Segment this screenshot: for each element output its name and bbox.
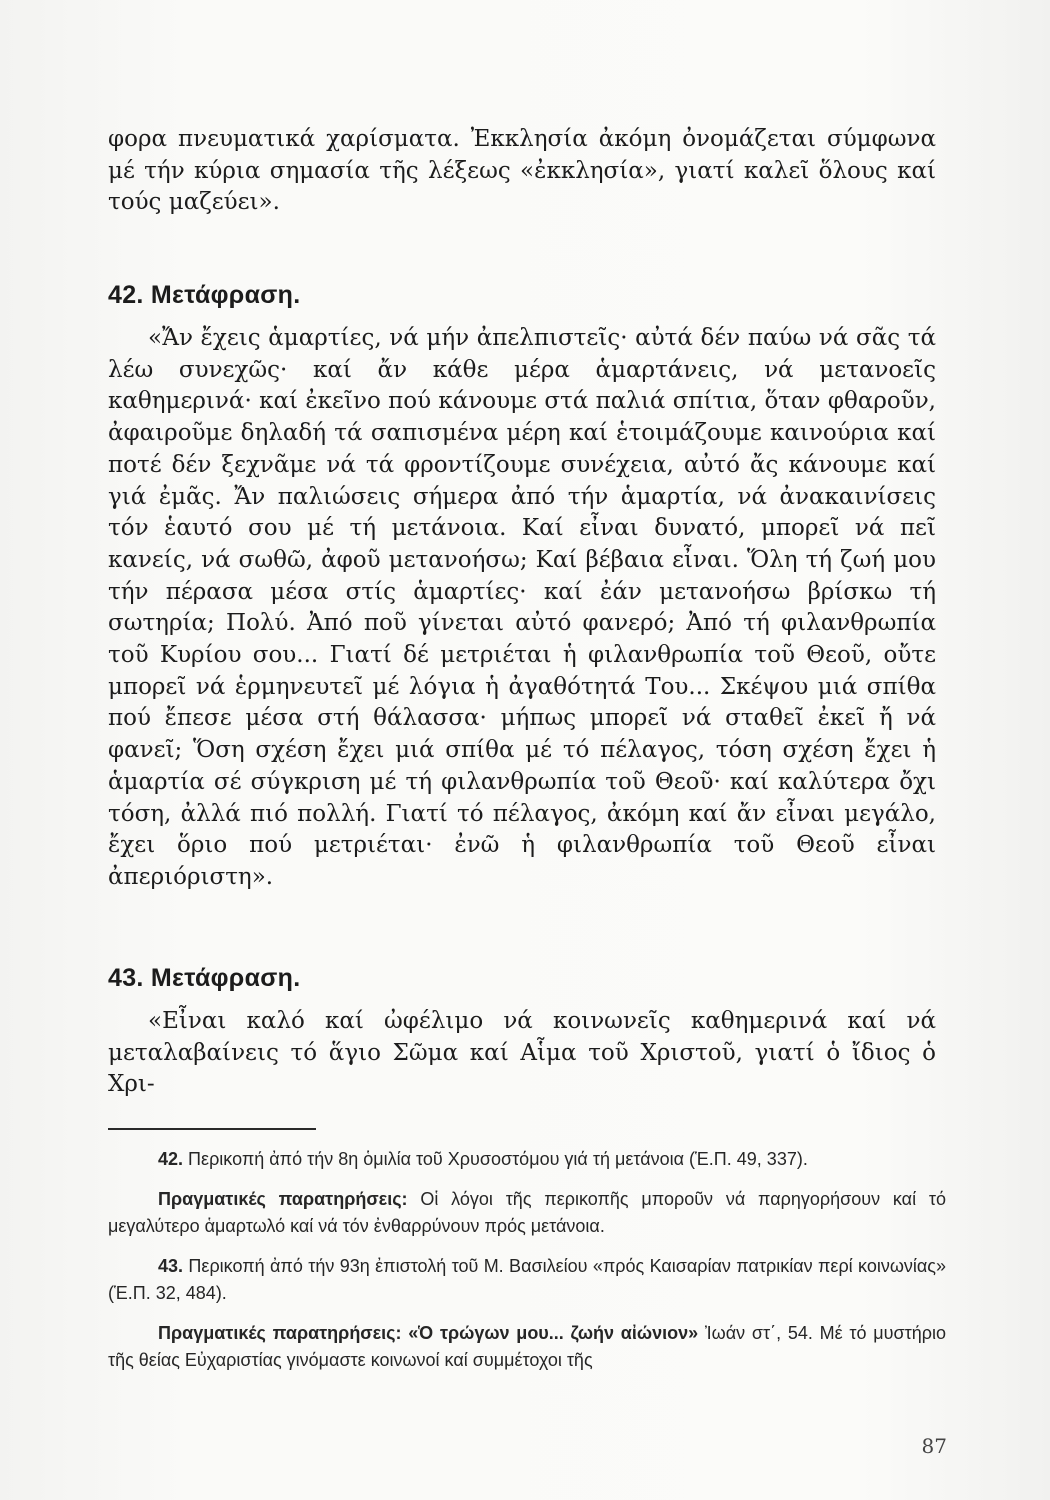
footnote-42-text: Περικοπή ἀπό τήν 8η ὁμιλία τοῦ Χρυσοστόμου γιά τή μετάνοια (Ἑ.Π. 49, 337).: [188, 1149, 808, 1169]
page-number: 87: [921, 1434, 947, 1458]
section-42-heading: 42. Μετάφραση.: [108, 281, 301, 309]
footnote-42-remark-label: Πραγματικές παρατηρήσεις:: [158, 1189, 408, 1209]
footnote-43: [108, 1253, 946, 1307]
footnotes: [108, 1146, 946, 1387]
section-42-paragraph: «Ἄν ἔχεις ἁμαρτίες, νά μήν ἀπελπιστεῖς· αὐτά δέν παύω νά σᾶς τά λέω συνεχῶς· καί ἄν κάθε μέρα ἁμαρτάνεις, νά μετανοεῖς καθημερινά· καί ἐκεῖνο πού κάνουμε στά παλιά σπίτια, ὅταν φθαροῦν, ἀφαιροῦμε δηλαδή τά σαπισμένα μέρη καί ἑτοιμάζουμε καινούρια καί ποτέ δέν ξεχνᾶμε νά τά φροντίζουμε συνέχεια, αὐτό ἄς κάνουμε καί γιά ἐμᾶς. Ἄν παλιώσεις σήμερα ἀπό τήν ἁμαρτία, νά ἀνακαινίσεις τόν ἑαυτό σου μέ τή μετάνοια. Καί εἶναι δυνατό, μπορεῖ νά πεῖ κανείς, νά σωθῶ, ἀφοῦ μετανοήσω; Καί βέβαια εἶναι. Ὅλη τή ζωή μου τήν πέρασα μέσα στίς ἁμαρτίες· καί ἐάν μετανοήσω βρίσκω τή σωτηρία; Πολύ. Ἀπό ποῦ γίνεται αὐτό φανερό; Ἀπό τή φιλανθρωπία τοῦ Κυρίου σου... Γιατί δέ μετριέται ἡ φιλανθρωπία τοῦ Θεοῦ, οὔτε μπορεῖ νά ἑρμηνευτεῖ μέ λόγια ἡ ἀγαθότητά Του... Σκέψου μιά σπίθα πού ἔπεσε μέσα στή θάλασσα· μήπως μπορεῖ νά σταθεῖ ἐκεῖ ἤ νά φανεῖ; Ὅση σχέση ἔχει μιά σπίθα μέ τό πέλαγος, τόση σχέση ἔχει ἡ ἁμαρτία σέ σύγκριση μέ τή φιλανθρωπία τοῦ Θεοῦ· καί καλύτερα ὄχι τόση, ἀλλά πιό πολλή. Γιατί τό πέλαγος, ἀκόμη καί ἄν εἶναι μεγάλο, ἔχει ὅριο πού μετριέται· ἐνῶ ἡ φιλανθρωπία τοῦ Θεοῦ εἶναι ἀπεριόριστη».: [108, 325, 936, 890]
footnote-43-text: Περικοπή ἀπό τήν 93η ἐπιστολή τοῦ Μ. Βασιλείου «πρός Καισαρίαν πατρικίαν περί κοινωνίας» (Ἑ.Π. 32, 484).: [108, 1256, 946, 1303]
footnote-43-remark-text: Ἰωάν στ΄, 54. Μέ τό μυστήριο τῆς θείας Εὐχαριστίας γινόμαστε κοινωνοί καί συμμέτοχοι τῆς: [108, 1323, 946, 1370]
footnote-42-number: 42.: [158, 1149, 184, 1169]
intro-paragraph: φορα πνευματικά χαρίσματα. Ἐκκλησία ἀκόμη ὀνομάζεται σύμφωνα μέ τήν κύρια σημασία τῆς λέξεως «ἐκκλησία», γιατί καλεῖ ὅλους καί τούς μαζεύει».: [108, 126, 936, 216]
footnote-42: [108, 1146, 946, 1173]
section-43-paragraph: «Εἶναι καλό καί ὠφέλιμο νά κοινωνεῖς καθημερινά καί νά μεταλαβαίνεις τό ἅγιο Σῶμα καί Αἷμα τοῦ Χριστοῦ, γιατί ὁ ἴδιος ὁ Χρι-: [108, 1008, 936, 1098]
footnote-43-remark: [108, 1320, 946, 1374]
section-43-heading: 43. Μετάφραση.: [108, 964, 301, 992]
footnote-42-remark: [108, 1186, 946, 1240]
footnote-divider: [108, 1128, 316, 1130]
footnote-43-remark-label: Πραγματικές παρατηρήσεις: «Ὁ τρώγων μου... ζωήν αἰώνιον»: [158, 1323, 699, 1343]
footnote-43-number: 43.: [158, 1256, 184, 1276]
footnote-42-remark-text: Οἱ λόγοι τῆς περικοπῆς μποροῦν νά παρηγορήσουν καί τό μεγαλύτερο ἁμαρτωλό καί νά τόν ἐνθαρρύνουν πρός μετάνοια.: [108, 1189, 946, 1236]
